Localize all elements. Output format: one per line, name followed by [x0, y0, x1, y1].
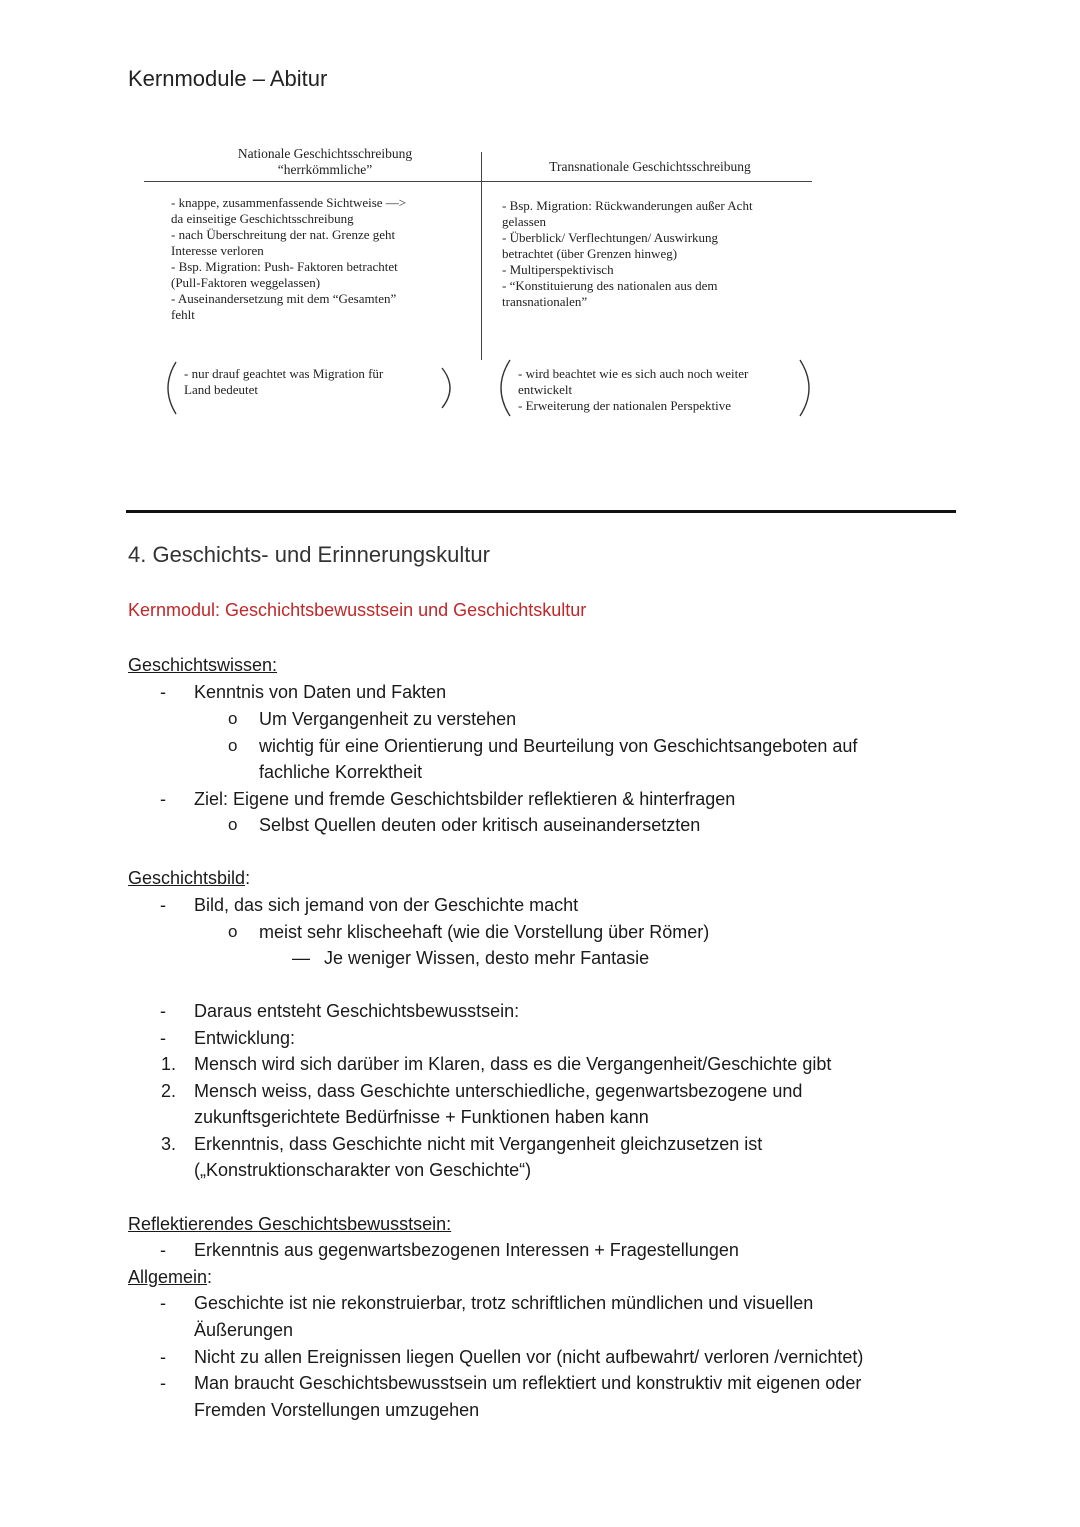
figure-text-line: - nach Überschreitung der nat. Grenze geht	[171, 227, 396, 242]
list-item-continued: Äußerungen	[194, 1320, 294, 1340]
comparison-figure	[140, 140, 820, 430]
dash-bullet: -	[160, 682, 166, 702]
list-item-continued: Fremden Vorstellungen umzugehen	[194, 1400, 480, 1420]
dash-bullet: -	[160, 1347, 166, 1367]
list-number: 3.	[161, 1134, 177, 1154]
dash-bullet: -	[160, 895, 166, 915]
circle-bullet: o	[228, 815, 238, 834]
national-heading-line: “herrkömmliche”	[277, 162, 373, 177]
national-column-heading	[180, 146, 470, 178]
allgemein-title	[128, 1264, 212, 1290]
note-line: Land bedeutet	[184, 382, 258, 397]
dash-bullet: -	[160, 1240, 166, 1260]
list-item: Geschichte ist nie rekonstruierbar, trotz schriftlichen mündlichen und visuellen	[194, 1293, 814, 1313]
sub-list-item: Um Vergangenheit zu verstehen	[259, 709, 517, 729]
list-item: Kenntnis von Daten und Fakten	[194, 682, 447, 702]
list-item: Nicht zu allen Ereignissen liegen Quellen vor (nicht aufbewahrt/ verloren /vernichtet)	[194, 1347, 864, 1367]
list-item: Man braucht Geschichtsbewusstsein um reflektiert und konstruktiv mit eigenen oder	[194, 1373, 862, 1393]
figure-text-line: Interesse verloren	[171, 243, 264, 258]
transnational-note	[518, 366, 808, 414]
emdash-bullet: —	[292, 948, 310, 968]
list-item: Bild, das sich jemand von der Geschichte macht	[194, 895, 579, 915]
dash-bullet: -	[160, 1001, 166, 1021]
national-heading-line: Nationale Geschichtsschreibung	[237, 146, 413, 161]
title-colon: :	[207, 1267, 213, 1287]
figure-text-line: - knappe, zusammenfassende Sichtweise —>	[171, 195, 407, 210]
figure-text-line: gelassen	[502, 214, 547, 229]
sub-list-item: Selbst Quellen deuten oder kritisch auseinandersetzten	[259, 815, 701, 835]
figure-text-line: transnationalen”	[502, 294, 588, 309]
sub-list-item: meist sehr klischeehaft (wie die Vorstellung über Römer)	[259, 922, 710, 942]
sub-list-item-continued: fachliche Korrektheit	[259, 762, 423, 782]
sub-list-item: wichtig für eine Orientierung und Beurteilung von Geschichtsangeboten auf	[259, 736, 858, 756]
note-line: - wird beachtet wie es sich auch noch weiter	[518, 366, 749, 381]
figure-vertical-rule	[481, 152, 482, 360]
list-item: Entwicklung:	[194, 1028, 296, 1048]
figure-text-line: - “Konstituierung des nationalen aus dem	[502, 278, 718, 293]
national-note	[184, 366, 434, 398]
note-line: - nur drauf geachtet was Migration für	[184, 366, 384, 381]
section-heading: 4. Geschichts- und Erinnerungskultur	[128, 542, 490, 567]
note-line: - Erweiterung der nationalen Perspektive	[518, 398, 731, 413]
numbered-item: Mensch wird sich darüber im Klaren, dass es die Vergangenheit/Geschichte gibt	[194, 1054, 832, 1074]
list-item: Daraus entsteht Geschichtsbewusstsein:	[194, 1001, 520, 1021]
numbered-item-continued: zukunftsgerichtete Bedürfnisse + Funktionen haben kann	[194, 1107, 649, 1127]
dash-bullet: -	[160, 789, 166, 809]
transnational-column-heading: Transnationale Geschichtsschreibung	[549, 159, 751, 174]
figure-text-line: - Bsp. Migration: Push- Faktoren betrachtet	[171, 259, 398, 274]
national-column-text	[171, 195, 471, 323]
circle-bullet: o	[228, 922, 238, 941]
section-divider	[126, 510, 956, 513]
transnational-column-text	[502, 198, 822, 310]
dash-bullet: -	[160, 1028, 166, 1048]
circle-bullet: o	[228, 709, 238, 728]
module-title: Kernmodul: Geschichtsbewusstsein und Geschichtskultur	[128, 600, 587, 620]
figure-text-line: - Überblick/ Verflechtungen/ Auswirkung	[502, 230, 719, 245]
figure-text-line: (Pull-Faktoren weggelassen)	[171, 275, 321, 290]
numbered-item-continued: („Konstruktionscharakter von Geschichte“)	[194, 1160, 532, 1180]
list-number: 2.	[161, 1081, 177, 1101]
allgemein-title-text: Allgemein	[128, 1267, 208, 1287]
dash-bullet: -	[160, 1373, 166, 1393]
figure-text-line: da einseitige Geschichtsschreibung	[171, 211, 354, 226]
figure-horizontal-rule	[144, 181, 812, 182]
geschichtswissen-title: Geschichtswissen:	[128, 655, 278, 675]
figure-text-line: fehlt	[171, 307, 195, 322]
dash-bullet: -	[160, 1293, 166, 1313]
list-number: 1.	[161, 1054, 177, 1074]
numbered-item: Erkenntnis, dass Geschichte nicht mit Vergangenheit gleichzusetzen ist	[194, 1134, 763, 1154]
circle-bullet: o	[228, 736, 238, 755]
geschichtsbild-title-text: Geschichtsbild	[128, 868, 246, 888]
sub-sub-list-item: Je weniger Wissen, desto mehr Fantasie	[324, 948, 650, 968]
geschichtsbild-title	[128, 865, 250, 891]
title-colon: :	[245, 868, 251, 888]
figure-text-line: - Multiperspektivisch	[502, 262, 614, 277]
list-item: Ziel: Eigene und fremde Geschichtsbilder reflektieren & hinterfragen	[194, 789, 736, 809]
figure-text-line: - Bsp. Migration: Rückwanderungen außer Acht	[502, 198, 753, 213]
figure-text-line: - Auseinandersetzung mit dem “Gesamten”	[171, 291, 397, 306]
list-item: Erkenntnis aus gegenwartsbezogenen Interessen + Fragestellungen	[194, 1240, 739, 1260]
figure-text-line: betrachtet (über Grenzen hinweg)	[502, 246, 678, 261]
note-line: entwickelt	[518, 382, 573, 397]
numbered-item: Mensch weiss, dass Geschichte unterschiedliche, gegenwartsbezogene und	[194, 1081, 803, 1101]
page-header-title: Kernmodule – Abitur	[128, 66, 328, 91]
reflektierendes-title: Reflektierendes Geschichtsbewusstsein:	[128, 1214, 452, 1234]
